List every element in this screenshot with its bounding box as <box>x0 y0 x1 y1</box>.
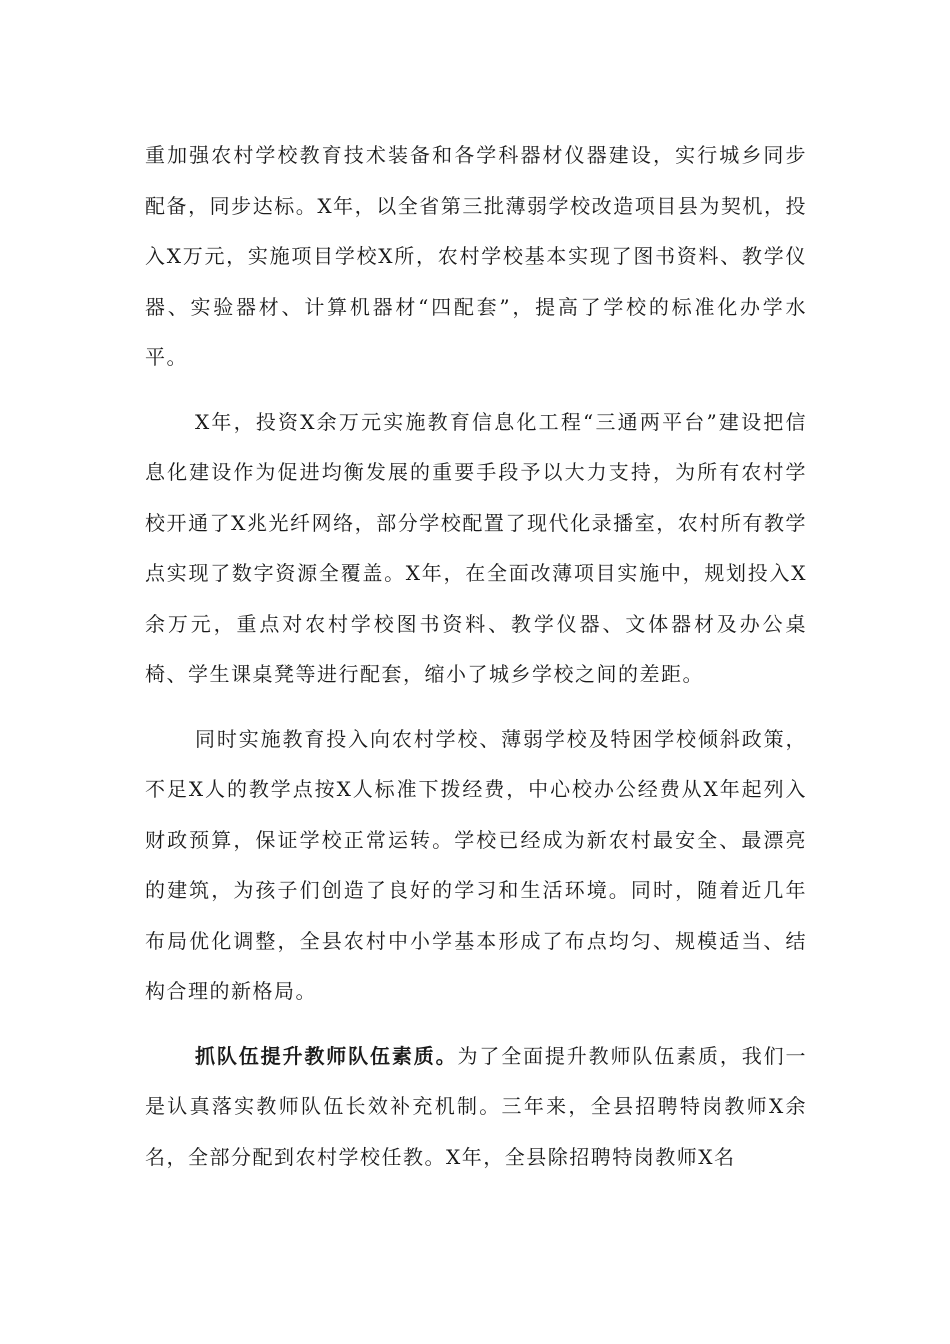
paragraph-text: 为了全面提升教师队伍素质，我们一是认真落实教师队伍长效补充机制。三年来，全县招聘特岗教师X余名，全部分配到农村学校任教。X年，全县除招聘特岗教师X名 <box>145 1043 808 1169</box>
paragraph-text: X年，投资X余万元实施教育信息化工程“三通两平台”建设把信息化建设作为促进均衡发展的重要手段予以大力支持，为所有农村学校开通了X兆光纤网络，部分学校配置了现代化录播室，农村所有教学点实现了数字资源全覆盖。X年，在全面改薄项目实施中，规划投入X余万元，重点对农村学校图书资料、教学仪器、文体器材及办公桌椅、学生课桌凳等进行配套，缩小了城乡学校之间的差距。 <box>145 409 807 686</box>
paragraph-lead-heading: 抓队伍提升教师队伍素质。 <box>195 1043 458 1068</box>
paragraph-3 <box>145 714 807 1017</box>
body-text <box>145 130 807 1196</box>
paragraph-2 <box>145 397 807 700</box>
paragraph-4 <box>145 1031 807 1183</box>
paragraph-1 <box>145 130 807 383</box>
paragraph-text: 同时实施教育投入向农村学校、薄弱学校及特困学校倾斜政策，不足X人的教学点按X人标准下拨经费，中心校办公经费从X年起列入财政预算，保证学校正常运转。学校已经成为新农村最安全、最漂亮的建筑，为孩子们创造了良好的学习和生活环境。同时，随着近几年布局优化调整，全县农村中小学基本形成了布点均匀、规模适当、结构合理的新格局。 <box>145 726 807 1003</box>
paragraph-text: 重加强农村学校教育技术装备和各学科器材仪器建设，实行城乡同步配备，同步达标。X年，以全省第三批薄弱学校改造项目县为契机，投入X万元，实施项目学校X所，农村学校基本实现了图书资料、教学仪器、实验器材、计算机器材“四配套”，提高了学校的标准化办学水平。 <box>145 143 807 369</box>
